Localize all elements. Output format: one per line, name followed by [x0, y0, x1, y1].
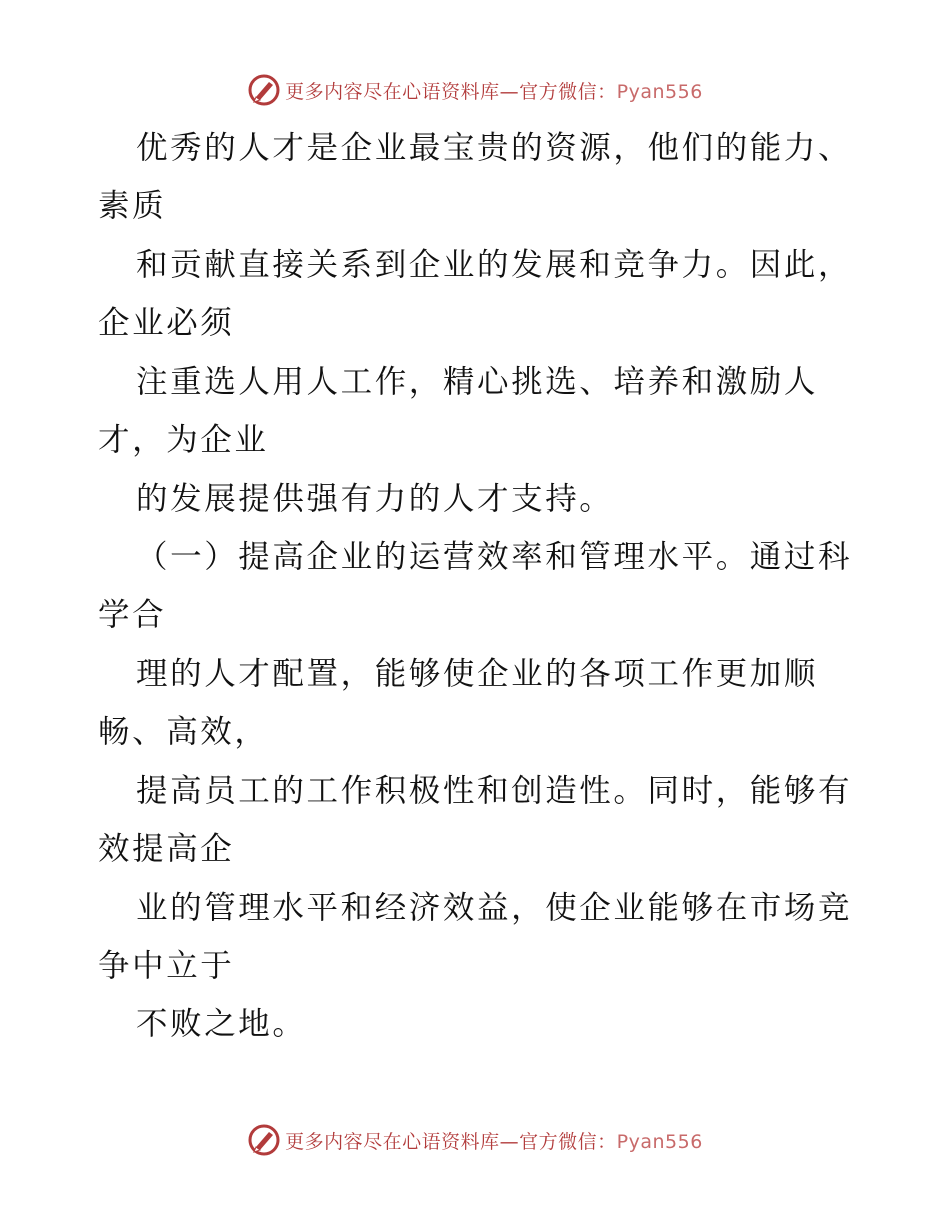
text-line: 优秀的人才是企业最宝贵的资源，他们的能力、: [136, 130, 853, 166]
text-line: 提高员工的工作积极性和创造性。同时，能够有: [136, 773, 853, 809]
text-line: 业的管理水平和经济效益，使企业能够在市场竞: [136, 890, 853, 926]
text-line: 注重选人用人工作，精心挑选、培养和激励人: [136, 364, 819, 400]
pen-logo-icon: [247, 73, 281, 107]
text-line: 不败之地。: [136, 1006, 307, 1042]
text-line: 才，为企业: [98, 422, 269, 458]
text-line: 素质: [98, 188, 167, 224]
text-line: 学合: [98, 597, 167, 633]
watermark-text: 更多内容尽在心语资料库—官方微信：Pyan556: [285, 1130, 703, 1153]
text-line: 理的人才配置，能够使企业的各项工作更加顺: [136, 656, 819, 692]
text-line: 效提高企: [98, 831, 235, 867]
footer-watermark: [0, 1120, 950, 1160]
text-line: 企业必须: [98, 305, 235, 341]
text-line: 和贡献直接关系到企业的发展和竞争力。因此，: [136, 247, 853, 283]
text-line: 畅、高效，: [98, 714, 269, 750]
text-line: （一）提高企业的运营效率和管理水平。通过科: [136, 539, 853, 575]
header-watermark: [0, 70, 950, 110]
watermark-text: 更多内容尽在心语资料库—官方微信：Pyan556: [285, 80, 703, 103]
text-line: 的发展提供强有力的人才支持。: [136, 481, 614, 517]
pen-logo-icon: [247, 1123, 281, 1157]
text-line: 争中立于: [98, 948, 235, 984]
